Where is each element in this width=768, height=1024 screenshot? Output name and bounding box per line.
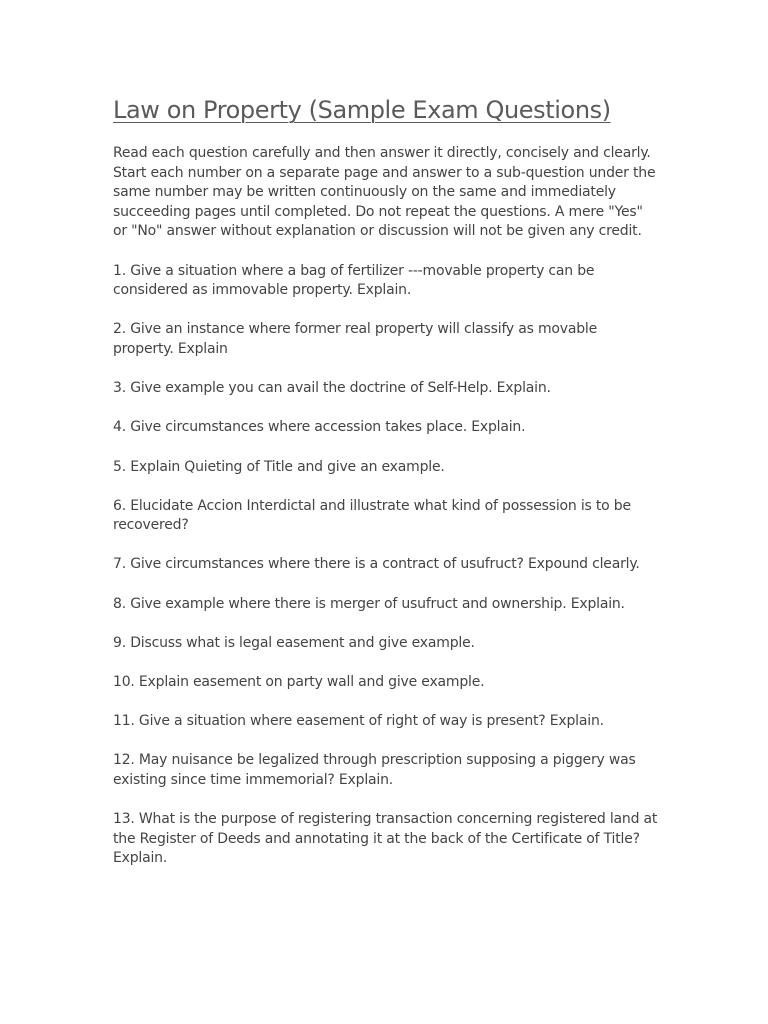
question-10: 10. Explain easement on party wall and give example. — [113, 674, 485, 691]
question-9: 9. Discuss what is legal easement and give example. — [113, 634, 475, 651]
document-title: Law on Property (Sample Exam Questions) — [113, 96, 611, 124]
question-2: 2. Give an instance where former real property will classify as movable property. Explain — [113, 321, 598, 357]
question-7: 7. Give circumstances where there is a contract of usufruct? Expound clearly. — [113, 556, 640, 573]
question-11: 11. Give a situation where easement of right of way is present? Explain. — [113, 713, 604, 730]
question-8: 8. Give example where there is merger of usufruct and ownership. Explain. — [113, 595, 625, 612]
question-1: 1. Give a situation where a bag of fertilizer ---movable property can be considered as immovable property. Explain. — [113, 262, 595, 299]
document-page — [113, 92, 658, 869]
question-13: 13. What is the purpose of registering transaction concerning registered land at the Register of Deeds and annotating it at the back of the Certificate of Title? Explain. — [113, 811, 658, 867]
question-6: 6. Elucidate Accion Interdictal and illustrate what kind of possession is to be recovered? — [113, 497, 631, 534]
instructions-paragraph: Read each question carefully and then answer it directly, concisely and clearly. Start each number on a separate page and answer to a sub-question under the same number may be written continuously on the same and immediately succeeding pages until completed. Do not repeat the questions. A mere "Yes" or "No" answer without explanation or discussion will not be given any credit. — [113, 145, 656, 240]
question-3: 3. Give example you can avail the doctrine of Self-Help. Explain. — [113, 380, 551, 397]
question-4: 4. Give circumstances where accession takes place. Explain. — [113, 419, 526, 436]
question-12: 12. May nuisance be legalized through prescription supposing a piggery was existing since time immemorial? Explain. — [113, 752, 636, 788]
question-5: 5. Explain Quieting of Title and give an example. — [113, 458, 445, 475]
